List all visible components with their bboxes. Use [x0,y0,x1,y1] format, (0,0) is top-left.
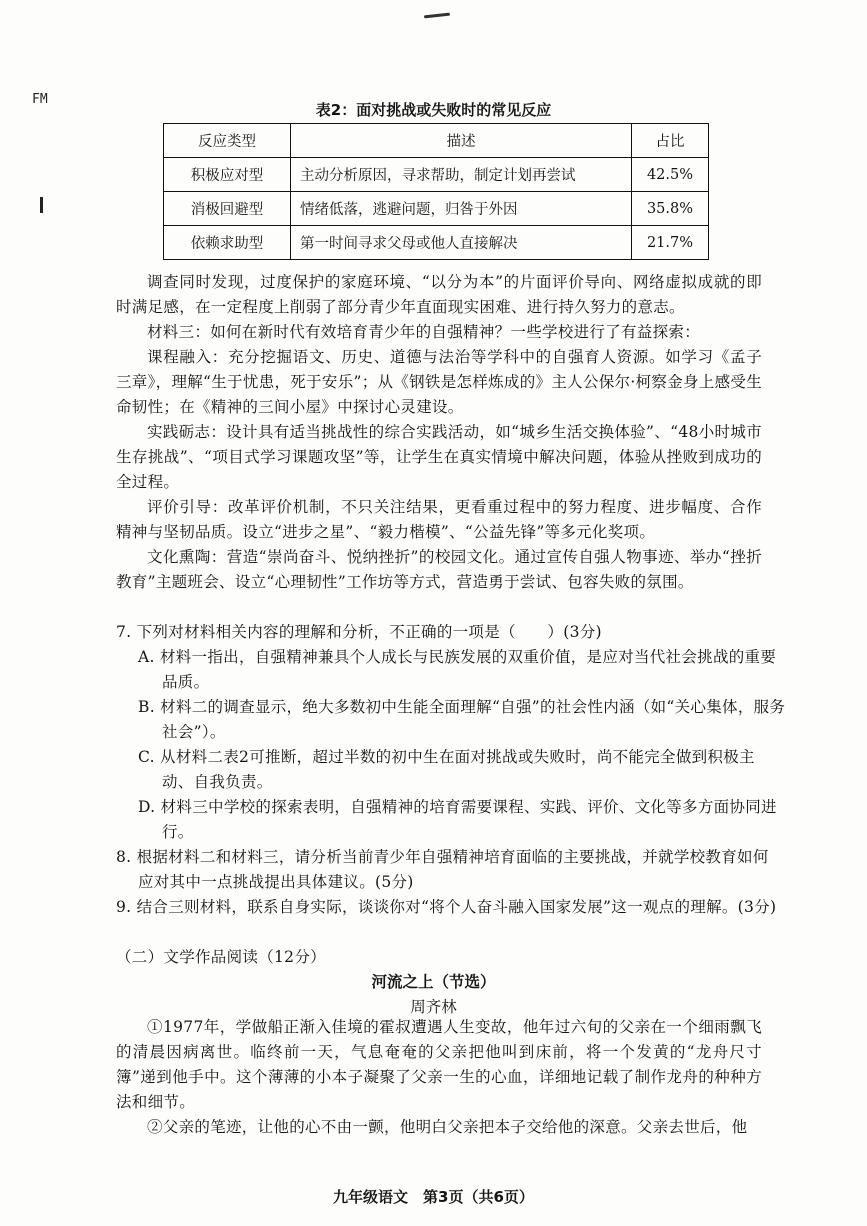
article-paragraph-2: ②父亲的笔迹，让他的心不由一颤，他明白父亲把本子交给他的深意。父亲去世后，他 [147,1118,748,1136]
table-cell: 21.7% [632,226,709,260]
question-9: 9. 结合三则材料，联系自身实际，谈谈你对“将个人奋斗融入国家发展”这一观点的理解。(3分) [116,898,777,916]
table-row [164,226,709,260]
scan-mark-top [424,13,450,19]
question-7-option-d: D. 材料三中学校的探索表明，自强精神的培育需要课程、实践、评价、文化等多方面协同进行。 [138,798,777,841]
table-cell: 消极回避型 [164,192,291,226]
table-cell: 42.5% [632,158,709,192]
table-header-cell: 反应类型 [164,124,291,158]
table-cell: 情绪低落，逃避问题，归咎于外因 [291,192,632,226]
question-7-option-b: B. 材料二的调查显示，绝大多数初中生能全面理解“自强”的社会性内涵（如“关心集体，服务社会”）。 [138,698,786,741]
survey-paragraph: 调查同时发现，过度保护的家庭环境、“以分为本”的片面评价导向、网络虚拟成就的即时满足感，在一定程度上削弱了部分青少年直面现实困难、进行持久努力的意志。 [116,273,762,316]
table-cell: 积极应对型 [164,158,291,192]
table-cell: 第一时间寻求父母或他人直接解决 [291,226,632,260]
table-cell: 主动分析原因，寻求帮助，制定计划再尝试 [291,158,632,192]
evaluation-paragraph: 评价引导：改革评价机制，不只关注结果，更看重过程中的努力程度、进步幅度、合作精神与坚韧品质。设立“进步之星”、“毅力楷模”、“公益先锋”等多元化奖项。 [116,498,762,541]
scan-mark-bar [40,197,43,213]
question-7-option-a: A. 材料一指出，自强精神兼具个人成长与民族发展的双重价值，是应对当代社会挑战的重要品质。 [138,648,777,691]
practice-paragraph: 实践砺志：设计具有适当挑战性的综合实践活动，如“城乡生活交换体验”、“48小时城市生存挑战”、“项目式学习课题攻坚”等，让学生在真实情境中解决问题，体验从挫败到成功的全过程。 [116,423,762,491]
question-7: 7. 下列对材料相关内容的理解和分析，不正确的一项是（ ）(3分) [116,623,602,641]
article-author: 周齐林 [410,998,457,1016]
scan-mark-left: FM [32,92,48,107]
article-paragraph-1: ①1977年，学做船正渐入佳境的霍叔遭遇人生变故，他年过六旬的父亲在一个细雨飘飞的清晨因病离世。临终前一天，气息奄奄的父亲把他叫到床前，将一个发黄的“龙舟尺寸簿”递到他手中。这个薄薄的小本子凝聚了父亲一生的心血，详细地记载了制作龙舟的种种方法和细节。 [116,1018,762,1111]
section-heading: （二）文学作品阅读（12分） [116,948,326,966]
article-title: 河流之上（节选） [371,973,496,991]
reaction-table [163,123,709,260]
table-cell: 依赖求助型 [164,226,291,260]
table-row [164,158,709,192]
table-title: 表2：面对挑战或失败时的常见反应 [315,101,552,119]
culture-paragraph: 文化熏陶：营造“崇尚奋斗、悦纳挫折”的校园文化。通过宣传自强人物事迹、举办“挫折教育”主题班会、设立“心理韧性”工作坊等方式，营造勇于尝试、包容失败的氛围。 [116,548,762,591]
page-footer: 九年级语文 第3页（共6页） [333,1188,534,1206]
question-7-option-c: C. 从材料二表2可推断，超过半数的初中生在面对挑战或失败时，尚不能完全做到积极主动、自我负责。 [138,748,755,791]
table-header-cell: 描述 [291,124,632,158]
material3-paragraph: 材料三：如何在新时代有效培育青少年的自强精神？一些学校进行了有益探索： [147,323,701,341]
course-paragraph: 课程融入：充分挖掘语文、历史、道德与法治等学科中的自强育人资源。如学习《孟子三章》，理解“生于忧患，死于安乐”；从《钢铁是怎样炼成的》主人公保尔·柯察金身上感受生命韧性；在《精神的三间小屋》中探讨心灵建设。 [116,348,762,416]
table-header-cell: 占比 [632,124,709,158]
table-row [164,192,709,226]
table-header-row [164,124,709,158]
table-cell: 35.8% [632,192,709,226]
question-8: 8. 根据材料二和材料三，请分析当前青少年自强精神培育面临的主要挑战，并就学校教育如何应对其中一点挑战提出具体建议。(5分) [116,848,769,891]
